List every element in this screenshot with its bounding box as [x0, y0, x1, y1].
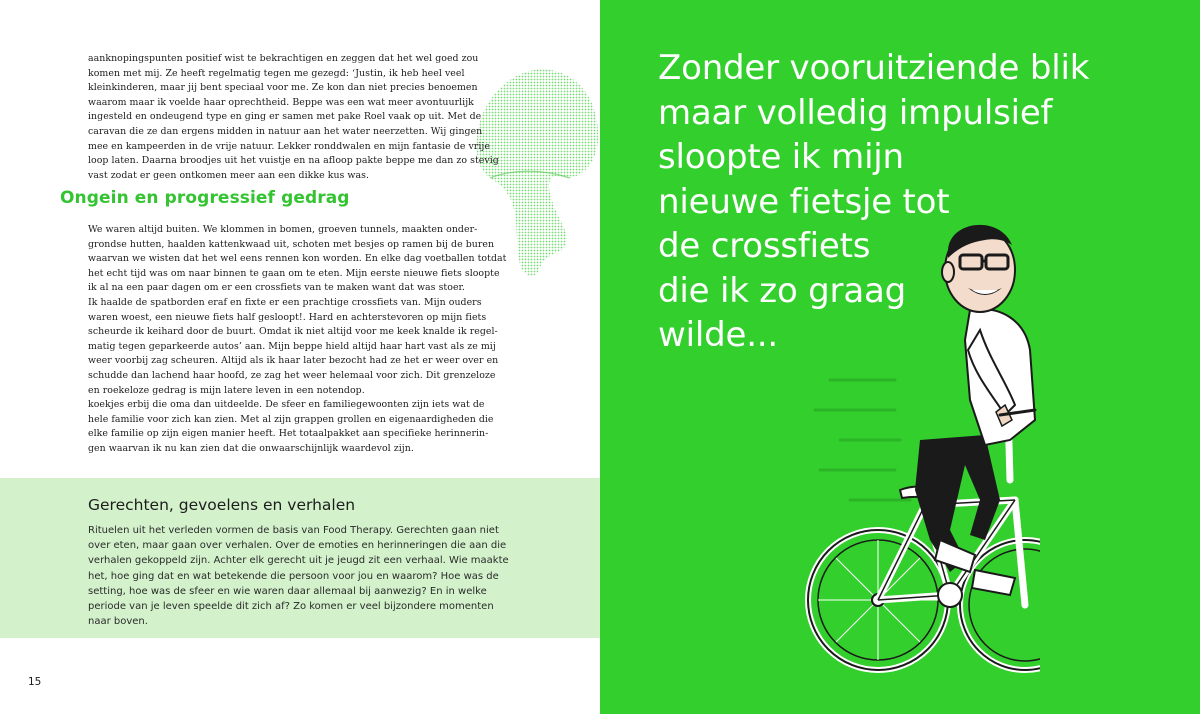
text-line: vast zodat er geen ontkomen meer aan een dikke kus was. [88, 169, 370, 181]
section-heading: Ongein en progressief gedrag [60, 188, 350, 208]
text-line: koekjes erbij die oma dan uitdeelde. De sfeer en familiegewoonten zijn iets wat de [88, 399, 485, 411]
text-line: matig tegen geparkeerde autos’ aan. Mijn beppe hield altijd haar hart vast als ze mij [88, 340, 496, 352]
text-line: hele familie voor zich kan zien. Met al zijn grappen grollen en eigenaardigheden die [88, 413, 494, 425]
text-line: ingesteld en ondeugend type en ging er samen met pake Roel vaak op uit. Met de [88, 111, 482, 123]
text-line: naar boven. [88, 616, 148, 628]
text-line: weer voorbij zag scheuren. Altijd als ik haar later bezocht had ze het er weer over en [88, 355, 499, 367]
page-number: 15 [28, 676, 42, 688]
body-paragraph [88, 223, 528, 457]
quote-line: sloopte ik mijn [658, 137, 904, 177]
text-line: caravan die ze dan ergens midden in natuur aan het water neerzetten. Wij gingen [88, 125, 483, 137]
callout-text [88, 523, 568, 629]
text-line: loop laten. Daarna broodjes uit het vuistje en na afloop pakte beppe me dan zo stevig [88, 155, 499, 167]
callout-box [0, 478, 600, 638]
text-line: mee en kampeerden in de vrije natuur. Lekker ronddwalen en mijn fantasie de vrije [88, 140, 490, 152]
quote-line: nieuwe fietsje tot [658, 181, 950, 222]
callout-heading: Gerechten, gevoelens en verhalen [88, 496, 356, 514]
text-line: elke familie op zijn eigen manier heeft. Het totaalpakket aan specifieke herinnerin- [88, 428, 489, 440]
text-line: verhalen gekoppeld zijn. Achter elk gerecht uit je jeugd zit een verhaal. Wie maakte [88, 555, 509, 567]
text-line: aanknopingspunten positief wist te bekrachtigen en zeggen dat het wel goed zou [88, 53, 479, 64]
text-line: setting, hoe was de sfeer en wie waren daar allemaal bij aanwezig? En in welke [88, 585, 487, 597]
text-line: schudde dan lachend haar hoofd, ze zag het weer helemaal voor zich. Dit grenzeloze [88, 369, 496, 381]
cyclist-illustration [800, 200, 1040, 700]
quote-line: Zonder vooruitziende blik [658, 48, 1090, 88]
text-line: over eten, maar gaan over verhalen. Over de emoties en herinneringen die aan die [88, 540, 507, 552]
text-line: Ik haalde de spatborden eraf en fixte er een prachtige crossfiets van. Mijn ouders [88, 296, 482, 308]
text-line: We waren altijd buiten. We klommen in bomen, groeven tunnels, maakten onder- [88, 224, 478, 235]
text-line: komen met mij. Ze heeft regelmatig tegen me gezegd: ‘Justin, ik heb heel veel [88, 67, 465, 79]
text-line: kleinkinderen, maar jij bent speciaal voor me. Ze kon dan niet precies benoemen [88, 82, 478, 94]
text-line: waarom maar ik voelde haar oprechtheid. Beppe was een wat meer avontuurlijk [88, 96, 474, 108]
text-line: Rituelen uit het verleden vormen de basis van Food Therapy. Gerechten gaan niet [88, 525, 499, 536]
text-line: periode van je leven speelde dit zich af? Zo komen er veel bijzondere momenten [88, 601, 494, 613]
quote-line: die ik zo graag [658, 270, 906, 311]
text-line: waarvan we wisten dat het wel eens rennen kon worden. En elke dag voetballen totdat [88, 253, 507, 265]
text-line: gen waarvan ik nu kan zien dat die onwaarschijnlijk waardevol zijn. [88, 442, 414, 454]
quote-line: de crossfiets [658, 226, 871, 266]
intro-paragraph [88, 52, 528, 183]
quote-line: maar volledig impulsief [658, 92, 1053, 133]
text-line: waren woest, een nieuwe fiets half gesloopt!. Hard en achterstevoren op mijn fiets [88, 311, 487, 323]
text-line: het, hoe ging dat en wat betekende die persoon voor jou en waarom? Hoe was de [88, 570, 499, 582]
text-line: het echt tijd was om naar binnen te gaan om te eten. Mijn eerste nieuwe fiets sloopte [88, 267, 500, 279]
text-line: ik al na een paar dagen om er een crossfiets van te maken want dat was stoer. [88, 282, 466, 294]
text-line: grondse hutten, haalden kattenkwaad uit, schoten met besjes op ramen bij de buren [88, 238, 495, 250]
quote-line: wilde... [658, 315, 779, 355]
text-line: scheurde ik keihard door de buurt. Omdat ik niet altijd voor me keek knalde ik regel- [88, 326, 498, 338]
text-line: en roekeloze gedrag is mijn latere leven in een notendop. [88, 384, 365, 396]
